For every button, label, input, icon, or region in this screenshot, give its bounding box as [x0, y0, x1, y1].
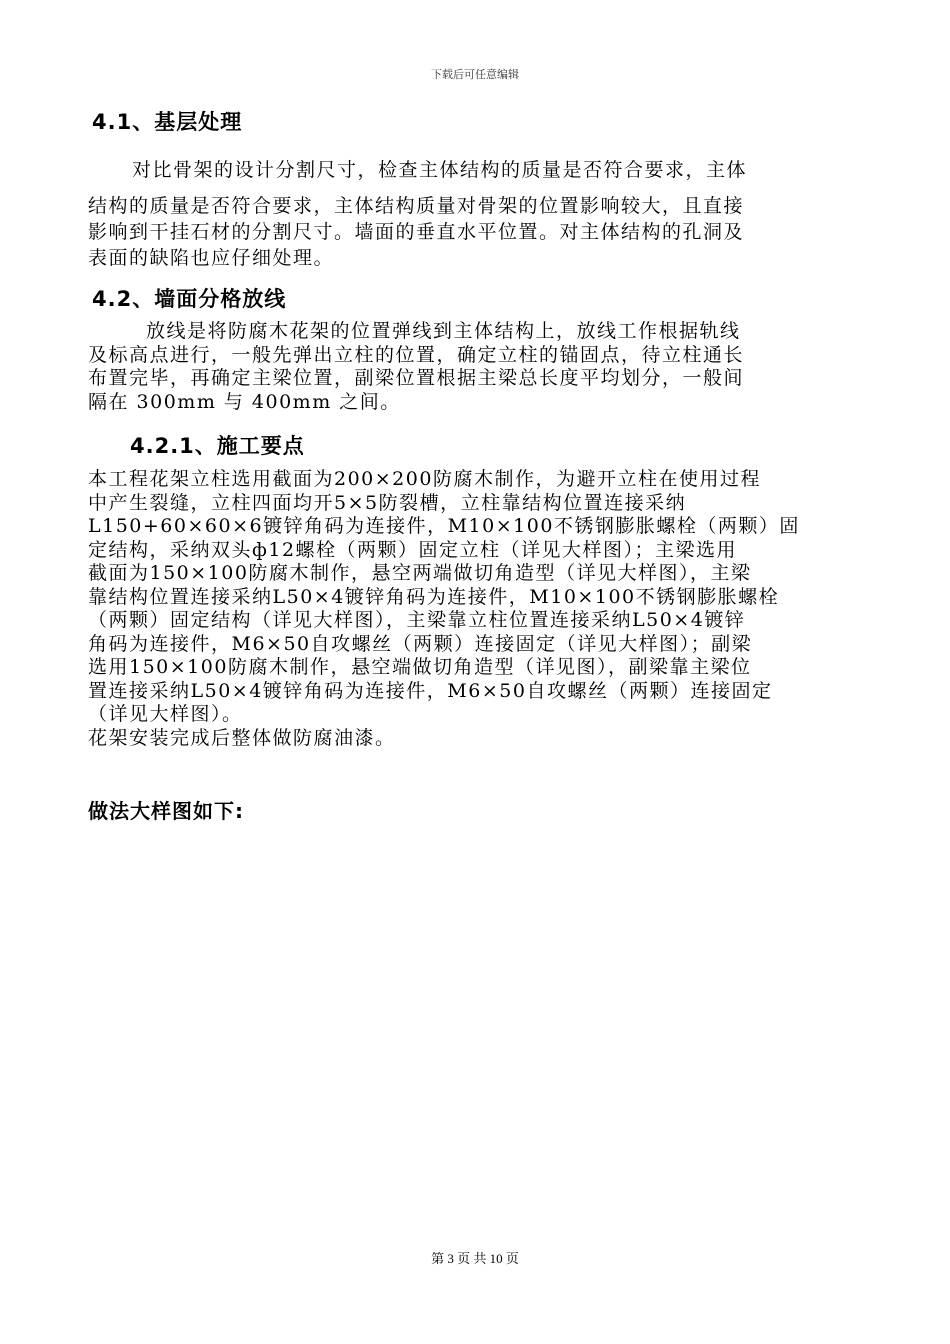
paragraph-line: 定结构，采纳双头ф12螺栓（两颗）固定立柱（详见大样图）；主梁选用 [88, 538, 738, 561]
section-4-1-body [88, 157, 863, 271]
paragraph-line: 影响到干挂石材的分割尺寸。墙面的垂直水平位置。对主体结构的孔洞及 [88, 221, 745, 243]
paragraph-line: 选用150×100防腐木制作，悬空端做切角造型（详见图），副梁靠主梁位 [88, 656, 752, 678]
paragraph-line: 截面为150×100防腐木制作，悬空两端做切角造型（详见大样图），主梁 [88, 562, 752, 584]
paragraph-line: 隔在 300mm 与 400mm 之间。 [88, 390, 401, 413]
section-4-2-heading: 4.2、墙面分格放线 [92, 287, 287, 311]
detail-drawing-heading: 做法大样图如下: [88, 799, 244, 823]
paragraph-line: 结构的质量是否符合要求，主体结构质量对骨架的位置影响较大，且直接 [88, 195, 745, 217]
page-number-footer: 第 3 页 共 10 页 [431, 1251, 519, 1266]
paragraph-line: （详见大样图）。 [88, 703, 243, 725]
paragraph-line: 中产生裂缝，立柱四面均开5×5防裂槽，立柱靠结构位置连接采纳 [88, 491, 687, 514]
paragraph-line: （两颗）固定结构（详见大样图），主梁靠立柱位置连接采纳L50×4镀锌 [88, 609, 746, 631]
paragraph-line: 置连接采纳L50×4镀锌角码为连接件，M6×50自攻螺丝（两颗）连接固定 [88, 679, 773, 702]
paragraph-line: 布置完毕，再确定主梁位置，副梁位置根据主梁总长度平均划分，一般间 [88, 367, 745, 389]
closing-sentence: 花架安装完成后整体做防腐油漆。 [88, 726, 396, 749]
paragraph-line: 放线是将防腐木花架的位置弹线到主体结构上，放线工作根据轨线 [146, 320, 741, 342]
paragraph-line: 靠结构位置连接采纳L50×4镀锌角码为连接件，M10×100不锈钢膨胀螺栓 [88, 585, 780, 608]
section-4-1-heading: 4.1、基层处理 [92, 110, 243, 134]
paragraph-line: 角码为连接件，M6×50自攻螺丝（两颗）连接固定（详见大样图）；副梁 [88, 632, 753, 655]
section-4-2-1-heading: 4.2.1、施工要点 [130, 434, 305, 458]
paragraph-line: 表面的缺陷也应仔细处理。 [88, 247, 335, 269]
section-4-2-1-body [88, 468, 888, 750]
paragraph-line: 对比骨架的设计分割尺寸，检查主体结构的质量是否符合要求，主体 [132, 159, 748, 181]
page-header-note: 下载后可任意编辑 [431, 68, 519, 81]
section-4-2-body [88, 320, 863, 414]
paragraph-line: L150+60×60×6镀锌角码为连接件，M10×100不锈钢膨胀螺栓（两颗）固 [88, 515, 800, 537]
paragraph-line: 本工程花架立柱选用截面为200×200防腐木制作，为避开立柱在使用过程 [88, 468, 761, 490]
paragraph-line: 及标高点进行，一般先弹出立柱的位置，确定立柱的锚固点，待立柱通长 [88, 343, 745, 366]
